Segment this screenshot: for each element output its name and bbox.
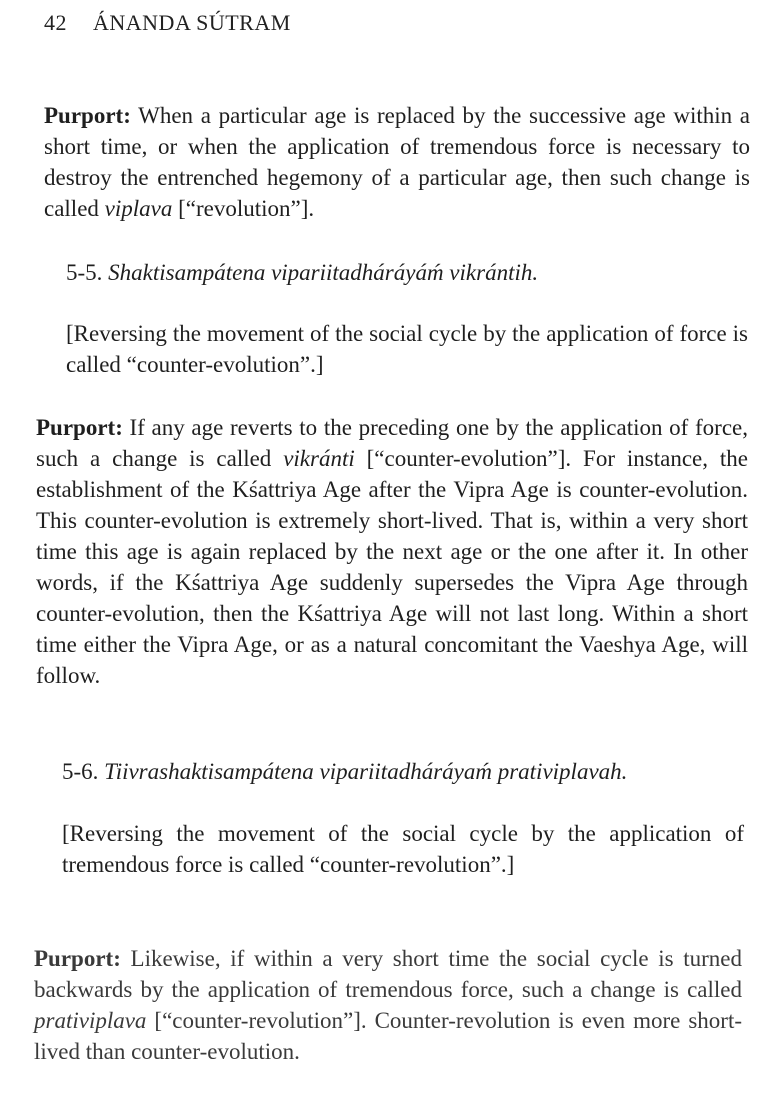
purport-label: Purport: xyxy=(34,946,121,971)
sanskrit-term: viplava xyxy=(104,196,173,221)
sutra-5-5 xyxy=(66,257,538,288)
running-head xyxy=(44,10,291,36)
sutra-number: 5-6. xyxy=(62,759,99,784)
purport-text: When a particular age is replaced by the successive age within a short time, or when the application of tremendous force is necessary to destroy the entrenched hegemony of a particular age, then such change is called xyxy=(44,103,750,221)
purport-label: Purport: xyxy=(44,103,131,128)
purport-text: If any age reverts to the preceding one by the application of force, such a change is called xyxy=(36,415,748,471)
sutra-number: 5-5. xyxy=(66,260,103,285)
purport-text: Likewise, if within a very short time the social cycle is turned backwards by the application of tremendous force, such a change is called xyxy=(34,946,742,1002)
purport-paragraph-1 xyxy=(44,100,750,224)
sanskrit-term: vikránti xyxy=(283,446,355,471)
book-title: ÁNANDA SÚTRAM xyxy=(93,10,291,35)
page-number: 42 xyxy=(44,10,67,35)
sutra-text: Tiivrashaktisampátena vipariitadháráyaḿ prativiplavah. xyxy=(104,759,628,784)
sutra-translation-5-5: [Reversing the movement of the social cycle by the application of force is called “counter-evolution”.] xyxy=(66,321,748,377)
sutra-text: Shaktisampátena vipariitadháráyáḿ vikrántih. xyxy=(108,260,539,285)
purport-paragraph-2 xyxy=(36,412,748,691)
sutra-5-6 xyxy=(62,756,627,787)
sutra-translation-5-6: [Reversing the movement of the social cycle by the application of tremendous force is called “counter-revolution”.] xyxy=(62,821,744,877)
purport-text-end: [“counter-evolution”]. For instance, the establishment of the Kśattriya Age after the Vipra Age is counter-evolution. This counter-evolution is extremely short-lived. That is, within a very short time this age is again replaced by the next age or the one after it. In other words, if the Kśattriya Age suddenly supersedes the Vipra Age through counter-evolution, then the Kśattriya Age will not last long. Within a short time either the Vipra Age, or as a natural concomitant the Vaeshya Age, will follow. xyxy=(36,446,748,688)
purport-text-end: [“counter-revolution”]. Counter-revolution is even more short-lived than counter-evolution. xyxy=(34,1008,742,1064)
purport-label: Purport: xyxy=(36,415,123,440)
purport-paragraph-3 xyxy=(34,943,742,1067)
sanskrit-term: prativiplava xyxy=(34,1008,147,1033)
purport-text-end: [“revolution”]. xyxy=(172,196,315,221)
